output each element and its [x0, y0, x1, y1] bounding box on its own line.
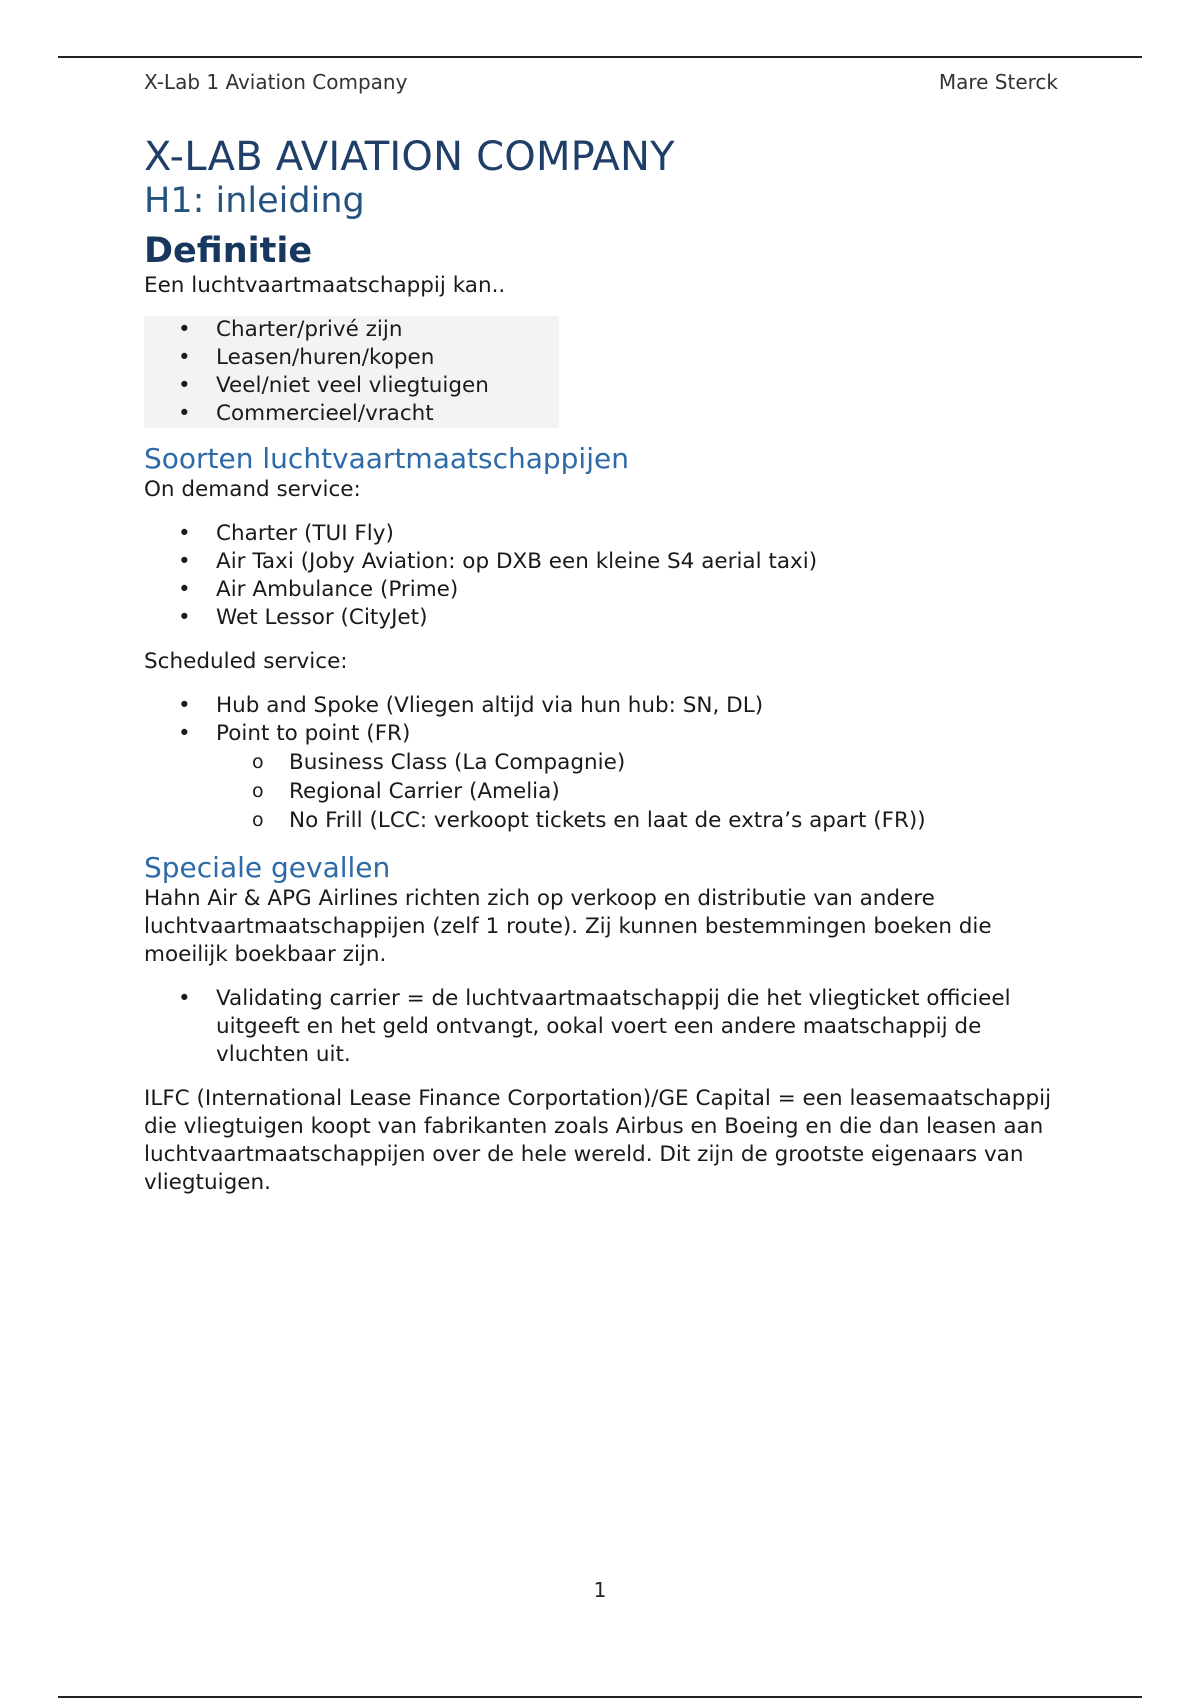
bullet-icon: •: [178, 345, 191, 370]
bullet-icon: •: [178, 693, 191, 718]
bullet-icon: •: [178, 577, 191, 602]
bullet-icon: •: [178, 986, 191, 1011]
bullet-icon: •: [178, 549, 191, 574]
definitie-heading: Definitie: [144, 231, 313, 271]
sub-bullet-icon: o: [252, 780, 264, 802]
scheduled-label: Scheduled service:: [144, 649, 348, 674]
list-item: • Hub and Spoke (Vliegen altijd via hun hub: SN, DL): [178, 693, 764, 718]
bullet-icon: •: [178, 401, 191, 426]
list-item: • Leasen/huren/kopen: [178, 345, 435, 370]
speciale-heading: Speciale gevallen: [144, 851, 391, 884]
definitie-intro: Een luchtvaartmaatschappij kan..: [144, 273, 506, 298]
header-author: Mare Sterck: [938, 70, 1058, 94]
definitie-list-block: [144, 316, 559, 428]
speciale-paragraph-2: ILFC (International Lease Finance Corportation)/GE Capital = een leasemaatschappij die vliegtuigen koopt van fabrikanten zoals Airbus en Boeing en die dan leasen aan luchtvaartmaatschappijen over de hele wereld. Dit zijn de grootste eigenaars van vliegtuigen.: [144, 1086, 1052, 1195]
list-item: • Point to point (FR): [178, 721, 411, 746]
list-item: • Air Taxi (Joby Aviation: op DXB een kleine S4 aerial taxi): [178, 549, 818, 574]
point-to-point-sub-list: [144, 748, 1064, 835]
bullet-icon: •: [178, 317, 191, 342]
page-number: 1: [593, 1578, 607, 1602]
scheduled-list: [144, 692, 1064, 835]
sub-list-container: [144, 748, 1064, 835]
bullet-icon: •: [178, 721, 191, 746]
sub-list-item: o Regional Carrier (Amelia): [252, 779, 560, 804]
speciale-paragraph-1: Hahn Air & APG Airlines richten zich op verkoop en distributie van andere luchtvaartmaatschappijen (zelf 1 route). Zij kunnen bestemmingen boeken die moeilijk boekbaar zijn.: [144, 886, 992, 967]
list-item: • Charter/privé zijn: [178, 317, 403, 342]
sub-bullet-icon: o: [252, 809, 264, 831]
sub-list-item: o Business Class (La Compagnie): [252, 750, 626, 775]
soorten-heading: Soorten luchtvaartmaatschappijen: [144, 442, 629, 475]
list-item: • Charter (TUI Fly): [178, 521, 394, 546]
sub-list-item: o No Frill (LCC: verkoopt tickets en laat de extra’s apart (FR)): [252, 808, 926, 833]
list-item: • Commercieel/vracht: [178, 401, 434, 426]
list-item: • Air Ambulance (Prime): [178, 577, 459, 602]
bullet-icon: •: [178, 521, 191, 546]
definitie-list: [144, 316, 489, 428]
chapter-heading: H1: inleiding: [144, 181, 365, 221]
list-item: • Validating carrier = de luchtvaartmaatschappij die het vliegticket officieel uitgeeft en het geld ontvangt, ookal voert een andere maatschappij de vluchten uit.: [178, 986, 1011, 1067]
bullet-icon: •: [178, 605, 191, 630]
list-item: • Veel/niet veel vliegtuigen: [178, 373, 489, 398]
sub-bullet-icon: o: [252, 751, 264, 773]
on-demand-label: On demand service:: [144, 477, 361, 502]
speciale-list: [144, 985, 1064, 1069]
header-rule: [58, 56, 1142, 58]
document-title: X-LAB AVIATION COMPANY: [144, 134, 675, 180]
document-body: [144, 134, 1064, 1213]
footer-rule: [58, 1696, 1142, 1698]
on-demand-list: [144, 520, 1064, 632]
list-item: • Wet Lessor (CityJet): [178, 605, 428, 630]
bullet-icon: •: [178, 373, 191, 398]
header-document-title: X-Lab 1 Aviation Company: [144, 70, 408, 94]
